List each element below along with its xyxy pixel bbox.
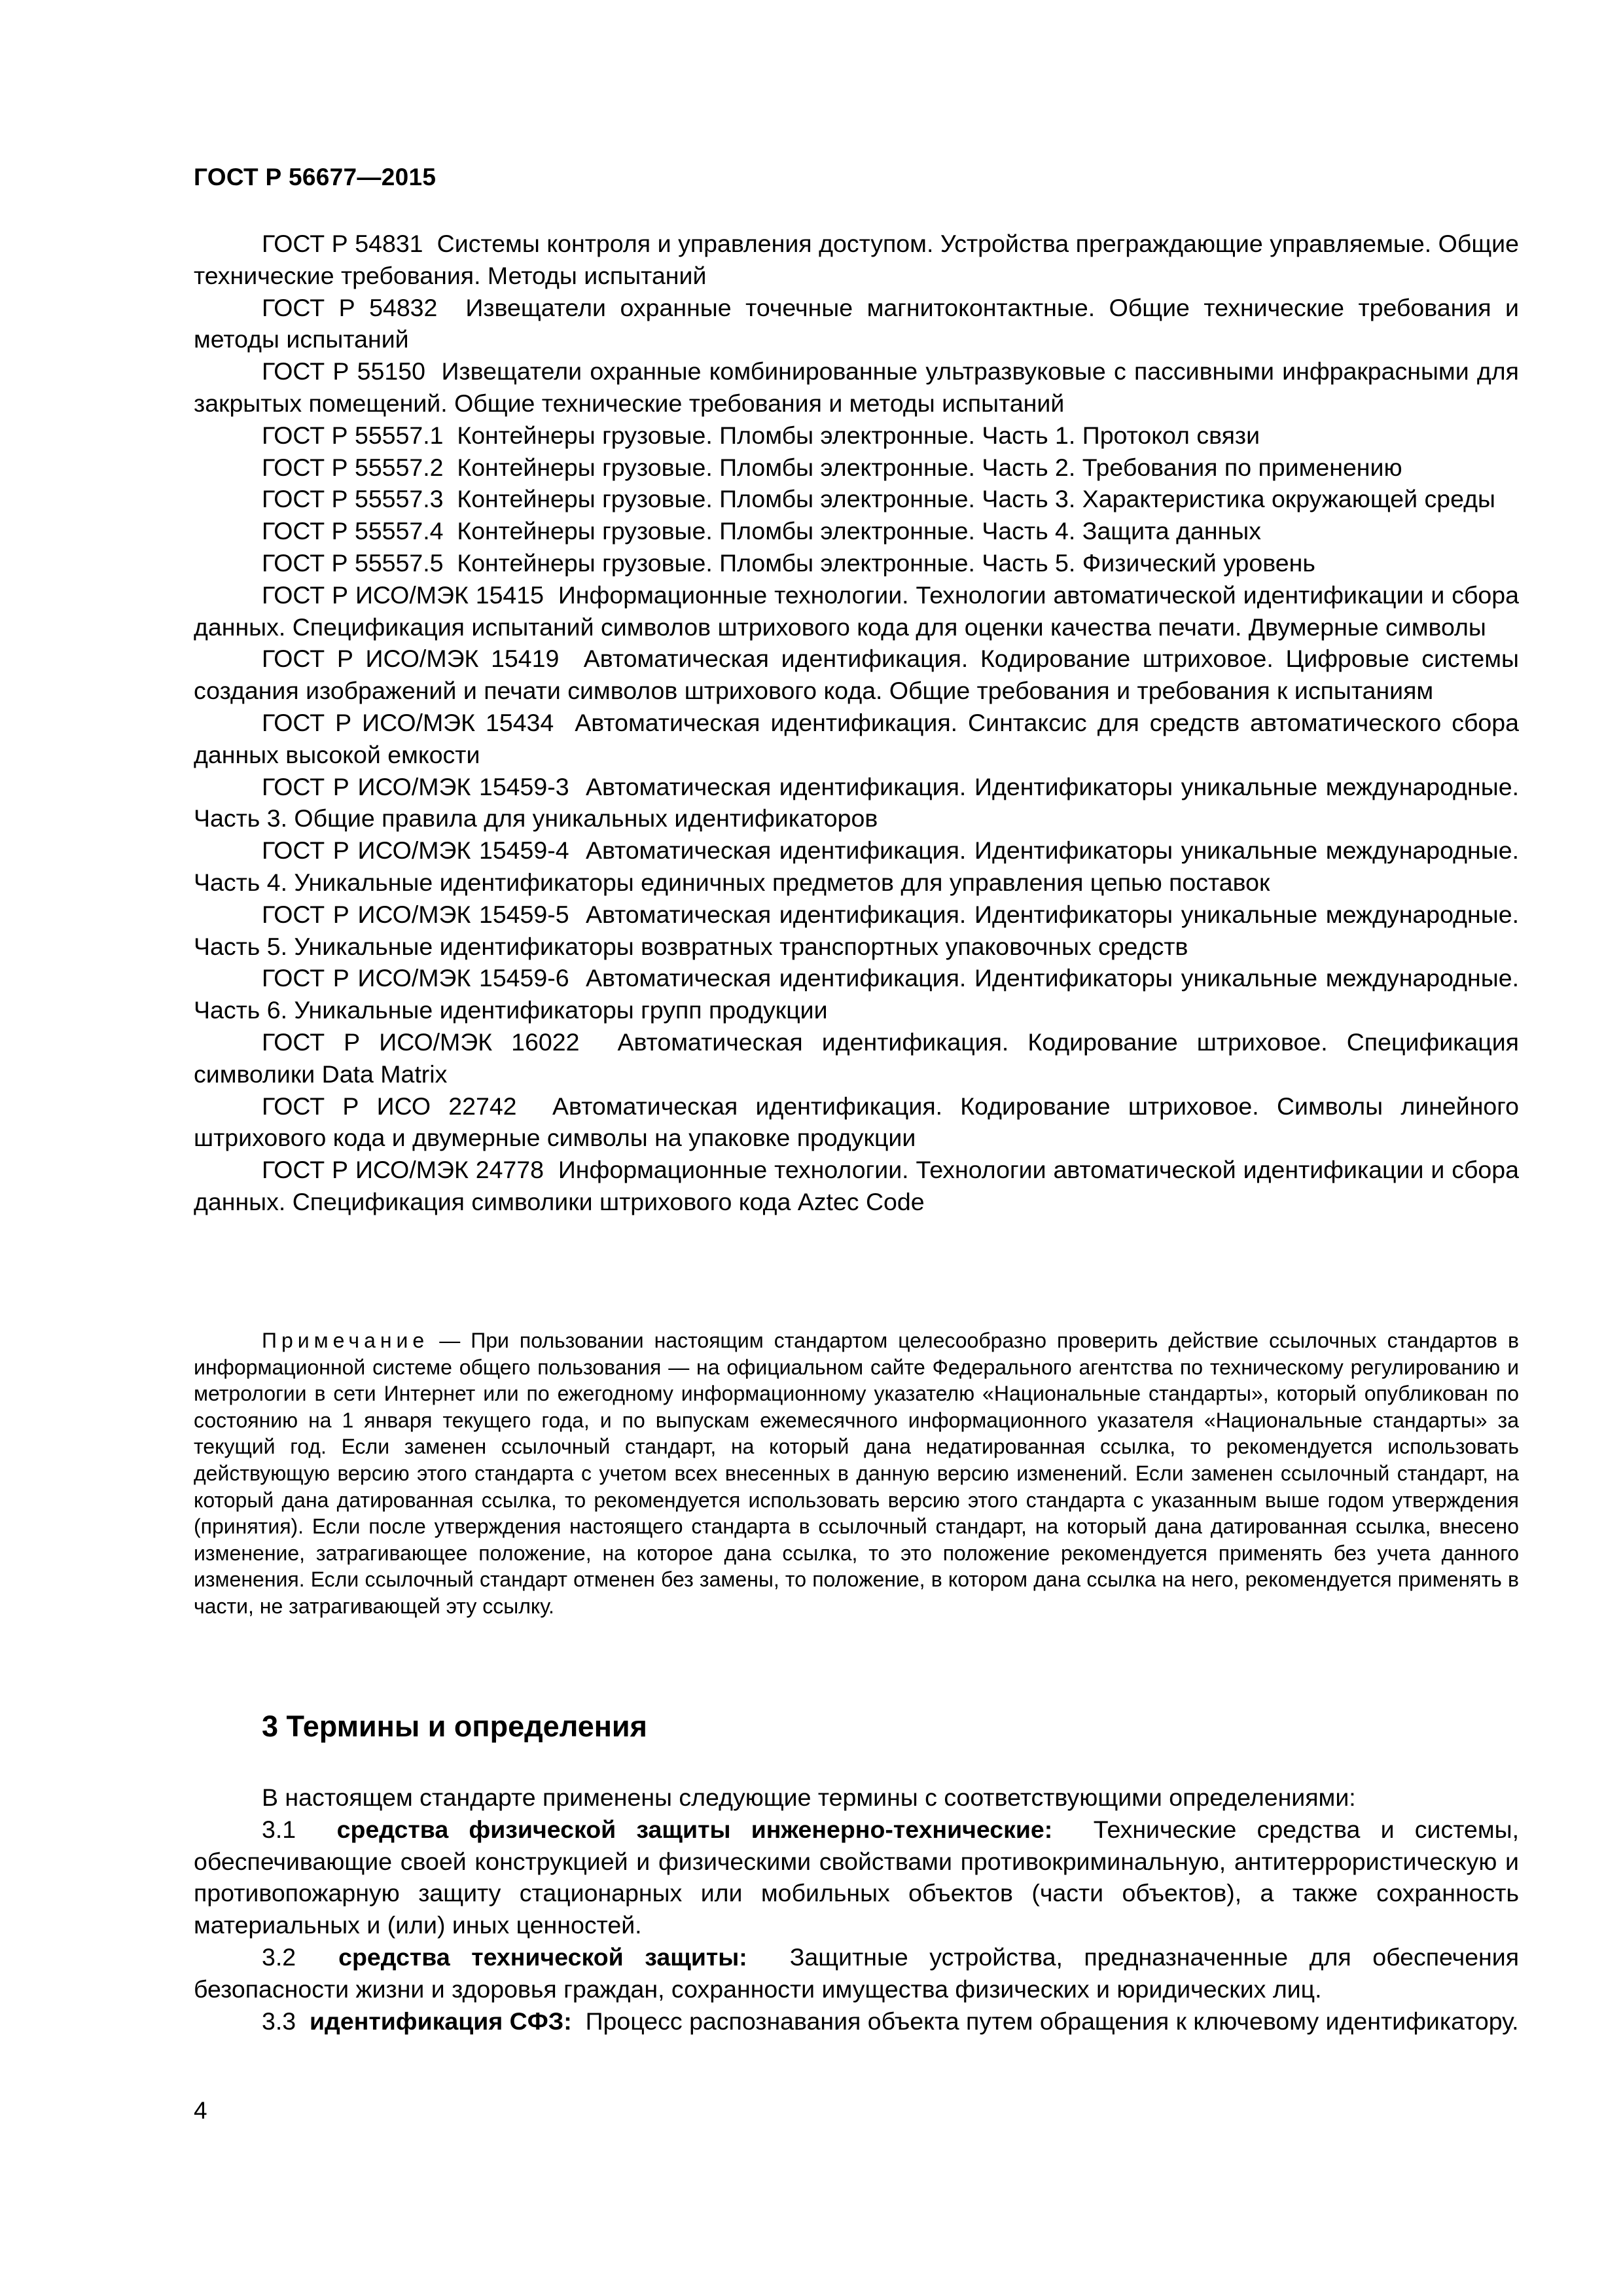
reference-title: Автоматическая идентификация. Идентификаторы уникальные международные. Часть 4. Уникальные идентификаторы единичных предметов для управления цепью поставок bbox=[194, 836, 1519, 896]
reference-item bbox=[194, 899, 1519, 963]
reference-item bbox=[194, 228, 1519, 292]
reference-title: Автоматическая идентификация. Идентификаторы уникальные международные. Часть 3. Общие правила для уникальных идентификаторов bbox=[194, 772, 1519, 833]
reference-code: ГОСТ Р ИСО/МЭК 15459-6 bbox=[262, 964, 569, 992]
term-number: 3.3 bbox=[262, 2007, 296, 2035]
reference-code: ГОСТ Р ИСО/МЭК 15415 bbox=[262, 581, 544, 609]
term-definition: Технические средства и системы, обеспечивающие своей конструкцией и физическими свойствами противокриминальную, антитеррористическую и противопожарную защиту стационарных или мобильных объектов (части объектов), а также сохранность материальных и (или) иных ценностей. bbox=[194, 1815, 1519, 1939]
reference-code: ГОСТ Р ИСО/МЭК 15419 bbox=[262, 645, 560, 673]
reference-code: ГОСТ Р ИСО 22742 bbox=[262, 1092, 517, 1120]
reference-title: Контейнеры грузовые. Пломбы электронные. Часть 5. Физический уровень bbox=[457, 548, 1315, 577]
reference-code: ГОСТ Р ИСО/МЭК 15459-4 bbox=[262, 836, 569, 865]
term-definition: Процесс распознавания объекта путем обращения к ключевому идентификатору. bbox=[585, 2007, 1519, 2035]
reference-title: Информационные технологии. Технологии автоматической идентификации и сбора данных. Спецификация символики штрихового кода Aztec Code bbox=[194, 1156, 1519, 1215]
reference-title: Контейнеры грузовые. Пломбы электронные. Часть 2. Требования по применению bbox=[457, 453, 1402, 481]
reference-title: Контейнеры грузовые. Пломбы электронные. Часть 3. Характеристика окружающей среды bbox=[457, 485, 1496, 513]
term-name: идентификация СФЗ: bbox=[309, 2007, 572, 2035]
page-number: 4 bbox=[194, 2097, 207, 2124]
normative-references-list bbox=[194, 228, 1519, 1218]
reference-item bbox=[194, 579, 1519, 643]
reference-title: Автоматическая идентификация. Кодирование штриховое. Спецификация символики Data Matrix bbox=[194, 1028, 1519, 1088]
reference-item bbox=[194, 547, 1519, 579]
reference-title: Системы контроля и управления доступом. Устройства преграждающие управляемые. Общие технические требования. Методы испытаний bbox=[194, 230, 1519, 289]
document-code-header: ГОСТ Р 56677—2015 bbox=[194, 164, 437, 190]
reference-item bbox=[194, 355, 1519, 420]
reference-title: Контейнеры грузовые. Пломбы электронные. Часть 1. Протокол связи bbox=[457, 421, 1260, 449]
reference-title: Автоматическая идентификация. Кодирование штриховое. Цифровые системы создания изображений и печати символов штрихового кода. Общие требования и требования к испытаниям bbox=[194, 645, 1519, 705]
reference-code: ГОСТ Р 55150 bbox=[262, 357, 425, 386]
reference-title: Автоматическая идентификация. Идентификаторы уникальные международные. Часть 6. Уникальные идентификаторы групп продукции bbox=[194, 964, 1519, 1024]
reference-code: ГОСТ Р 54831 bbox=[262, 230, 423, 257]
reference-item bbox=[194, 483, 1519, 515]
reference-item bbox=[194, 1026, 1519, 1090]
term-name: средства технической защиты: bbox=[338, 1943, 747, 1971]
note-text: — При пользовании настоящим стандартом целесообразно проверить действие ссылочных стандартов в информационной системе общего пользования — на официальном сайте Федерального агентства по техническому регулированию и метрологии в сети Интернет или по ежегодному информационному указателю «Национальные стандарты», который опубликован по состоянию на 1 января текущего года, и по выпускам ежемесячного информационного указателя «Национальные стандарты» за текущий год. Если заменен ссылочный стандарт, на который дана недатированная ссылка, то рекомендуется использовать действующую версию этого стандарта с учетом всех внесенных в данную версию изменений. Если заменен ссылочный стандарт, на который дана датированная ссылка, то рекомендуется использовать версию этого стандарта с указанным выше годом утверждения (принятия). Если после утверждения настоящего стандарта в ссылочный стандарт, на который дана датированная ссылка, внесено изменение, затрагивающее положение, на которое дана ссылка, то это положение рекомендуется применять без учета данного изменения. Если ссылочный стандарт отменен без замены, то положение, в котором дана ссылка на него, рекомендуется применять в части, не затрагивающей эту ссылку. bbox=[194, 1329, 1519, 1618]
term-number: 3.1 bbox=[262, 1815, 296, 1843]
reference-code: ГОСТ Р 55557.2 bbox=[262, 453, 444, 481]
reference-item bbox=[194, 962, 1519, 1026]
reference-item bbox=[194, 771, 1519, 835]
reference-code: ГОСТ Р 55557.3 bbox=[262, 485, 444, 513]
reference-item bbox=[194, 452, 1519, 484]
reference-title: Автоматическая идентификация. Синтаксис для средств автоматического сбора данных высокой емкости bbox=[194, 708, 1519, 768]
term-definition: Защитные устройства, предназначенные для обеспечения безопасности жизни и здоровья граждан, сохранности имущества физических и юридических лиц. bbox=[194, 1943, 1520, 2003]
reference-code: ГОСТ Р 55557.5 bbox=[262, 548, 444, 577]
reference-code: ГОСТ Р ИСО/МЭК 16022 bbox=[262, 1028, 580, 1056]
reference-title: Автоматическая идентификация. Идентификаторы уникальные международные. Часть 5. Уникальные идентификаторы возвратных транспортных упаковочных средств bbox=[194, 900, 1519, 960]
reference-item bbox=[194, 515, 1519, 547]
note-label: Примечание bbox=[262, 1329, 429, 1352]
reference-code: ГОСТ Р 55557.4 bbox=[262, 517, 444, 545]
term-number: 3.2 bbox=[262, 1943, 296, 1971]
term-name: средства физической защиты инженерно-технические: bbox=[336, 1815, 1053, 1843]
reference-code: ГОСТ Р ИСО/МЭК 15459-3 bbox=[262, 772, 569, 800]
terms-definitions bbox=[194, 1782, 1519, 2037]
reference-title: Автоматическая идентификация. Кодирование штриховое. Символы линейного штрихового кода и двумерные символы на упаковке продукции bbox=[194, 1092, 1519, 1152]
reference-title: Информационные технологии. Технологии автоматической идентификации и сбора данных. Спецификация испытаний символов штрихового кода для оценки качества печати. Двумерные символы bbox=[194, 581, 1519, 641]
reference-code: ГОСТ Р 55557.1 bbox=[262, 421, 444, 449]
term-item bbox=[194, 1941, 1519, 2005]
reference-item bbox=[194, 643, 1519, 707]
reference-item bbox=[194, 707, 1519, 771]
reference-item bbox=[194, 1154, 1519, 1218]
reference-item bbox=[194, 1090, 1519, 1155]
reference-title: Извещатели охранные точечные магнитоконтактные. Общие технические требования и методы испытаний bbox=[194, 293, 1520, 353]
reference-item bbox=[194, 292, 1519, 356]
term-item bbox=[194, 2005, 1519, 2037]
reference-code: ГОСТ Р ИСО/МЭК 15459-5 bbox=[262, 900, 569, 928]
reference-title: Извещатели охранные комбинированные ультразвуковые с пассивными инфракрасными для закрытых помещений. Общие технические требования и методы испытаний bbox=[194, 357, 1519, 417]
reference-code: ГОСТ Р 54832 bbox=[262, 293, 438, 321]
reference-item bbox=[194, 420, 1519, 452]
reference-title: Контейнеры грузовые. Пломбы электронные. Часть 4. Защита данных bbox=[457, 517, 1261, 545]
reference-item bbox=[194, 834, 1519, 899]
term-item bbox=[194, 1814, 1519, 1941]
section-heading-terms: 3 Термины и определения bbox=[262, 1710, 647, 1743]
references-note bbox=[194, 1327, 1519, 1620]
terms-intro: В настоящем стандарте применены следующие термины с соответствующими определениями: bbox=[262, 1784, 1356, 1811]
reference-code: ГОСТ Р ИСО/МЭК 15434 bbox=[262, 708, 554, 736]
reference-code: ГОСТ Р ИСО/МЭК 24778 bbox=[262, 1156, 544, 1184]
